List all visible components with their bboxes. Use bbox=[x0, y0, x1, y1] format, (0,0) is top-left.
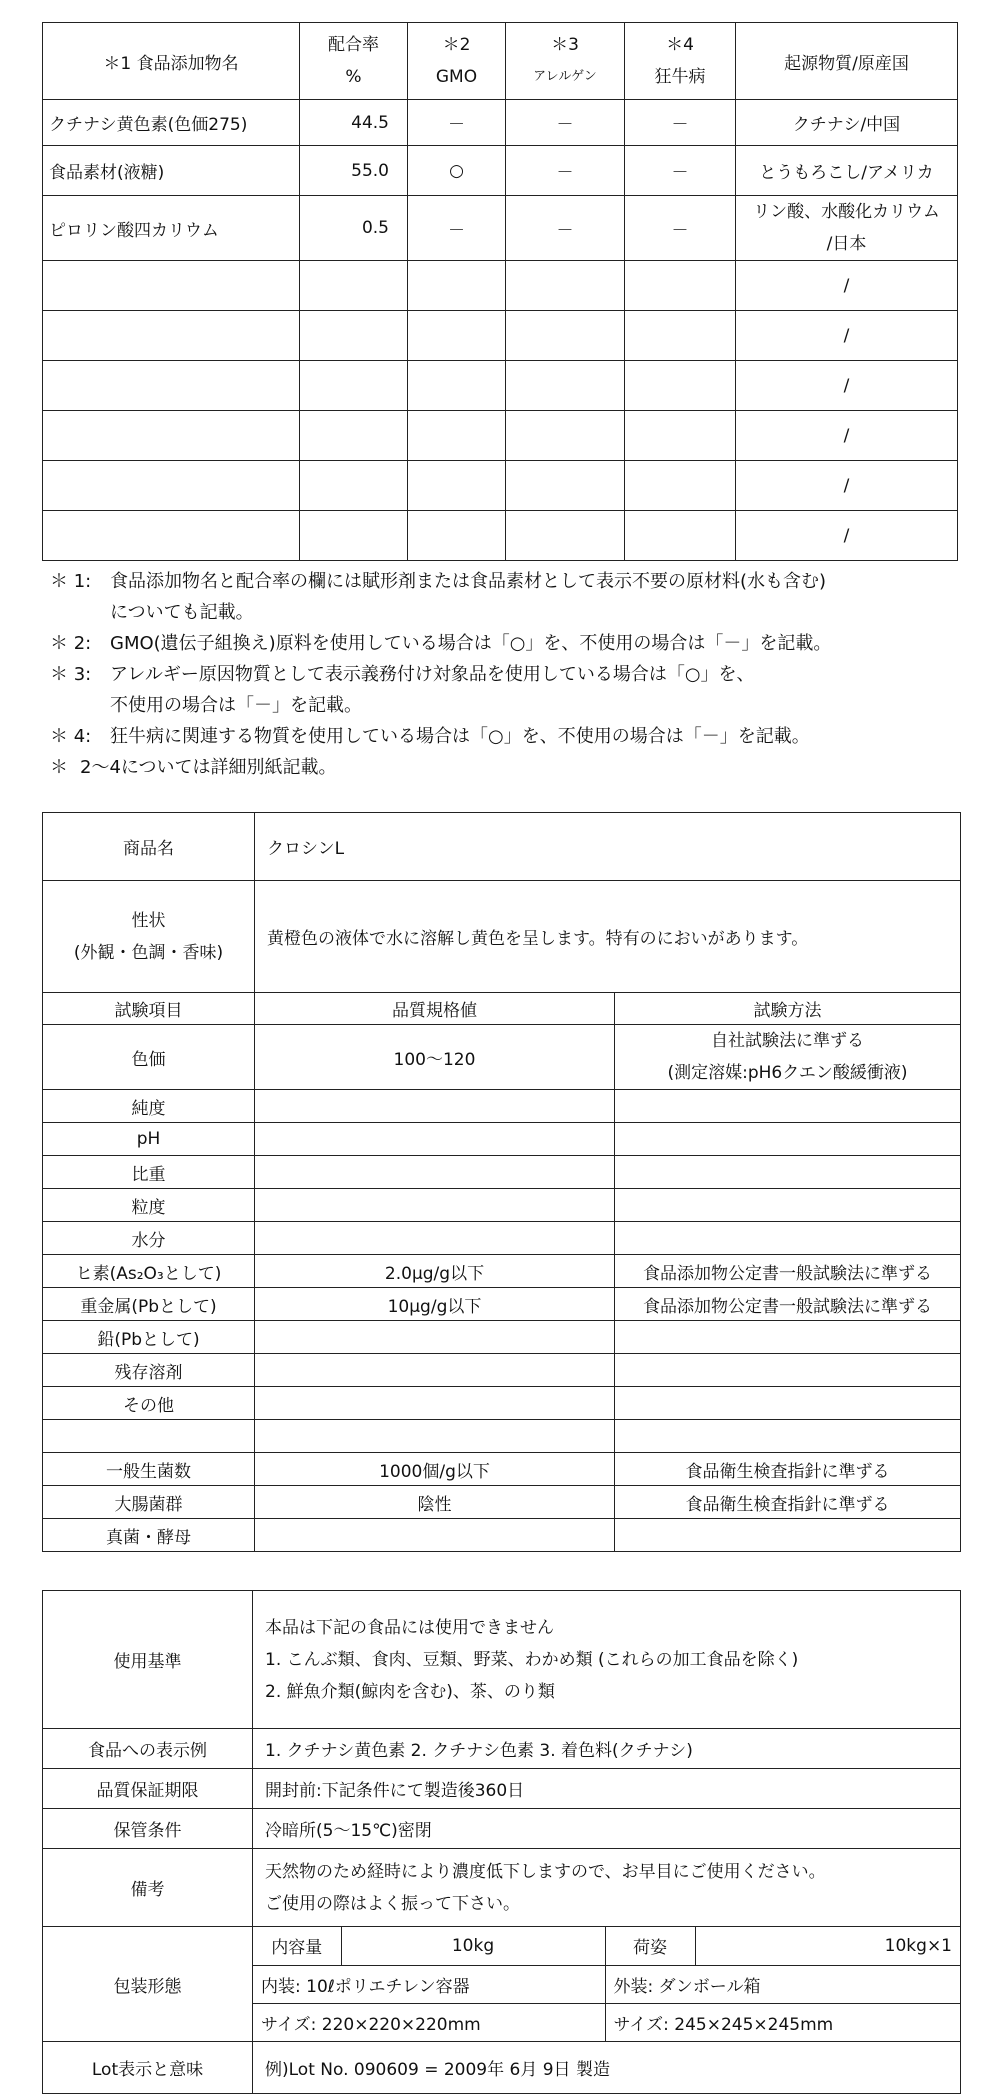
table-row bbox=[43, 511, 958, 561]
product-name-row bbox=[43, 813, 961, 881]
pack-value: 10kg×1 bbox=[695, 1927, 960, 1965]
test-item: ヒ素(As₂O₃として) bbox=[43, 1255, 255, 1288]
additive-gmo: － bbox=[408, 100, 506, 146]
test-method: 食品添加物公定書一般試験法に準ずる bbox=[615, 1255, 961, 1288]
table-row bbox=[43, 1156, 961, 1189]
table-row bbox=[43, 1189, 961, 1222]
additives-table bbox=[42, 22, 958, 561]
product-name-label: 商品名 bbox=[43, 813, 255, 881]
product-name-value: クロシンL bbox=[255, 813, 961, 881]
additive-origin: / bbox=[736, 511, 958, 561]
footnote: ＊ 4: 狂牛病に関連する物質を使用している場合は「○」を、不使用の場合は「－」を記載。 bbox=[50, 726, 810, 747]
additive-origin: クチナシ/中国 bbox=[736, 100, 958, 146]
test-item: 純度 bbox=[43, 1090, 255, 1123]
additive-gmo: － bbox=[408, 196, 506, 261]
inner-pack: 内装: 10ℓポリエチレン容器 bbox=[253, 1965, 605, 2003]
additive-origin: / bbox=[736, 411, 958, 461]
additive-rate: 0.5 bbox=[300, 196, 408, 261]
additive-gmo: ○ bbox=[408, 146, 506, 196]
test-item: 色価 bbox=[43, 1025, 255, 1090]
spec-value: 陰性 bbox=[255, 1486, 615, 1519]
outer-size: サイズ: 245×245×245mm bbox=[605, 2003, 960, 2041]
spec-value: 10μg/g以下 bbox=[255, 1288, 615, 1321]
footnote: ＊ 2～4については詳細別紙記載。 bbox=[50, 757, 337, 778]
header-additive-name: ＊1 食品添加物名 bbox=[43, 23, 300, 100]
packaging-row bbox=[43, 1927, 961, 2042]
usage-table bbox=[42, 1590, 961, 2094]
usage-label: 使用基準 bbox=[43, 1591, 253, 1729]
footnote: ＊ 2: GMO(遺伝子組換え)原料を使用している場合は「○」を、不使用の場合は「－」を記載。 bbox=[50, 633, 832, 654]
remarks-label: 備考 bbox=[43, 1849, 253, 1927]
outer-pack: 外装: ダンボール箱 bbox=[605, 1965, 960, 2003]
additive-origin: とうもろこし/アメリカ bbox=[736, 146, 958, 196]
additive-name: ピロリン酸四カリウム bbox=[43, 196, 300, 261]
test-item: 水分 bbox=[43, 1222, 255, 1255]
test-item: 比重 bbox=[43, 1156, 255, 1189]
table-row bbox=[43, 1321, 961, 1354]
inner-size: サイズ: 220×220×220mm bbox=[253, 2003, 605, 2041]
packaging-value bbox=[253, 1927, 961, 2042]
additive-origin: リン酸、水酸化カリウム /日本 bbox=[736, 196, 958, 261]
table-row bbox=[43, 1222, 961, 1255]
test-item: pH bbox=[43, 1123, 255, 1156]
content-label: 内容量 bbox=[253, 1927, 341, 1965]
header-origin: 起源物質/原産国 bbox=[736, 23, 958, 100]
test-item: 粒度 bbox=[43, 1189, 255, 1222]
table-row bbox=[43, 1354, 961, 1387]
additives-header-row bbox=[43, 23, 958, 100]
property-row bbox=[43, 881, 961, 993]
remarks-row bbox=[43, 1849, 961, 1927]
col-spec: 品質規格値 bbox=[255, 993, 615, 1025]
specification-table bbox=[42, 812, 961, 1552]
footnotes bbox=[50, 566, 970, 783]
usage-value: 本品は下記の食品には使用できません 1. こんぶ類、食肉、豆類、野菜、わかめ類 (これらの加工食品を除く) 2. 鮮魚介類(鯨肉を含む)、茶、のり類 bbox=[253, 1591, 961, 1729]
table-row bbox=[43, 1123, 961, 1156]
table-row bbox=[43, 146, 958, 196]
storage-value: 冷暗所(5～15℃)密閉 bbox=[253, 1809, 961, 1849]
additive-name: 食品素材(液糖) bbox=[43, 146, 300, 196]
table-row bbox=[43, 1255, 961, 1288]
table-row bbox=[43, 1288, 961, 1321]
table-row bbox=[43, 1519, 961, 1552]
additive-origin: / bbox=[736, 461, 958, 511]
test-item: 重金属(Pbとして) bbox=[43, 1288, 255, 1321]
test-item: 一般生菌数 bbox=[43, 1453, 255, 1486]
test-item: 鉛(Pbとして) bbox=[43, 1321, 255, 1354]
remarks-value: 天然物のため経時により濃度低下しますので、お早目にご使用ください。 ご使用の際はよく振って下さい。 bbox=[253, 1849, 961, 1927]
warranty-label: 品質保証期限 bbox=[43, 1769, 253, 1809]
storage-label: 保管条件 bbox=[43, 1809, 253, 1849]
table-row bbox=[43, 1453, 961, 1486]
table-row bbox=[43, 411, 958, 461]
additive-origin: / bbox=[736, 361, 958, 411]
property-value: 黄橙色の液体で水に溶解し黄色を呈します。特有のにおいがあります。 bbox=[255, 881, 961, 993]
display-row bbox=[43, 1729, 961, 1769]
additive-allergen: － bbox=[506, 196, 625, 261]
usage-row bbox=[43, 1591, 961, 1729]
test-method: 食品添加物公定書一般試験法に準ずる bbox=[615, 1288, 961, 1321]
header-bse: ＊4 狂牛病 bbox=[625, 23, 736, 100]
additive-name: クチナシ黄色素(色価275) bbox=[43, 100, 300, 146]
test-item: その他 bbox=[43, 1387, 255, 1420]
additive-origin: / bbox=[736, 261, 958, 311]
table-row bbox=[43, 196, 958, 261]
col-method: 試験方法 bbox=[615, 993, 961, 1025]
additive-bse: － bbox=[625, 146, 736, 196]
storage-row bbox=[43, 1809, 961, 1849]
additive-allergen: － bbox=[506, 146, 625, 196]
table-row bbox=[43, 1090, 961, 1123]
additive-bse: － bbox=[625, 196, 736, 261]
warranty-row bbox=[43, 1769, 961, 1809]
test-item: 大腸菌群 bbox=[43, 1486, 255, 1519]
test-method: 食品衛生検査指針に準ずる bbox=[615, 1486, 961, 1519]
additive-bse: － bbox=[625, 100, 736, 146]
header-gmo: ＊2 GMO bbox=[408, 23, 506, 100]
lot-value: 例)Lot No. 090609 = 2009年 6月 9日 製造 bbox=[253, 2042, 961, 2094]
additive-rate: 55.0 bbox=[300, 146, 408, 196]
table-row bbox=[43, 1387, 961, 1420]
test-item: 残存溶剤 bbox=[43, 1354, 255, 1387]
content-value: 10kg bbox=[341, 1927, 605, 1965]
display-label: 食品への表示例 bbox=[43, 1729, 253, 1769]
additive-allergen: － bbox=[506, 100, 625, 146]
table-row bbox=[43, 1420, 961, 1453]
spec-header-row bbox=[43, 993, 961, 1025]
table-row bbox=[43, 461, 958, 511]
table-row bbox=[43, 311, 958, 361]
table-row bbox=[43, 100, 958, 146]
test-method: 食品衛生検査指針に準ずる bbox=[615, 1453, 961, 1486]
table-row bbox=[43, 1025, 961, 1090]
packaging-label: 包装形態 bbox=[43, 1927, 253, 2042]
col-test-item: 試験項目 bbox=[43, 993, 255, 1025]
lot-label: Lot表示と意味 bbox=[43, 2042, 253, 2094]
packaging-inner-table bbox=[253, 1927, 960, 2041]
table-row bbox=[43, 261, 958, 311]
spec-value: 100～120 bbox=[255, 1025, 615, 1090]
test-method: 自社試験法に準ずる (測定溶媒:pH6クエン酸緩衝液) bbox=[615, 1025, 961, 1090]
lot-row bbox=[43, 2042, 961, 2094]
warranty-value: 開封前:下記条件にて製造後360日 bbox=[253, 1769, 961, 1809]
table-row bbox=[43, 361, 958, 411]
pack-label: 荷姿 bbox=[605, 1927, 695, 1965]
additive-rate: 44.5 bbox=[300, 100, 408, 146]
footnote: ＊ 3: アレルギー原因物質として表示義務付け対象品を使用している場合は「○」を、 不使用の場合は「－」を記載。 bbox=[50, 664, 755, 716]
spec-value: 1000個/g以下 bbox=[255, 1453, 615, 1486]
table-row bbox=[43, 1486, 961, 1519]
header-allergen: ＊3 アレルゲン bbox=[506, 23, 625, 100]
additive-origin: / bbox=[736, 311, 958, 361]
header-rate: 配合率 % bbox=[300, 23, 408, 100]
test-item: 真菌・酵母 bbox=[43, 1519, 255, 1552]
property-label: 性状 (外観・色調・香味) bbox=[43, 881, 255, 993]
footnote: ＊ 1: 食品添加物名と配合率の欄には賦形剤または食品素材として表示不要の原材料(水も含む) についても記載。 bbox=[50, 571, 827, 623]
display-value: 1. クチナシ黄色素 2. クチナシ色素 3. 着色料(クチナシ) bbox=[253, 1729, 961, 1769]
spec-value: 2.0μg/g以下 bbox=[255, 1255, 615, 1288]
